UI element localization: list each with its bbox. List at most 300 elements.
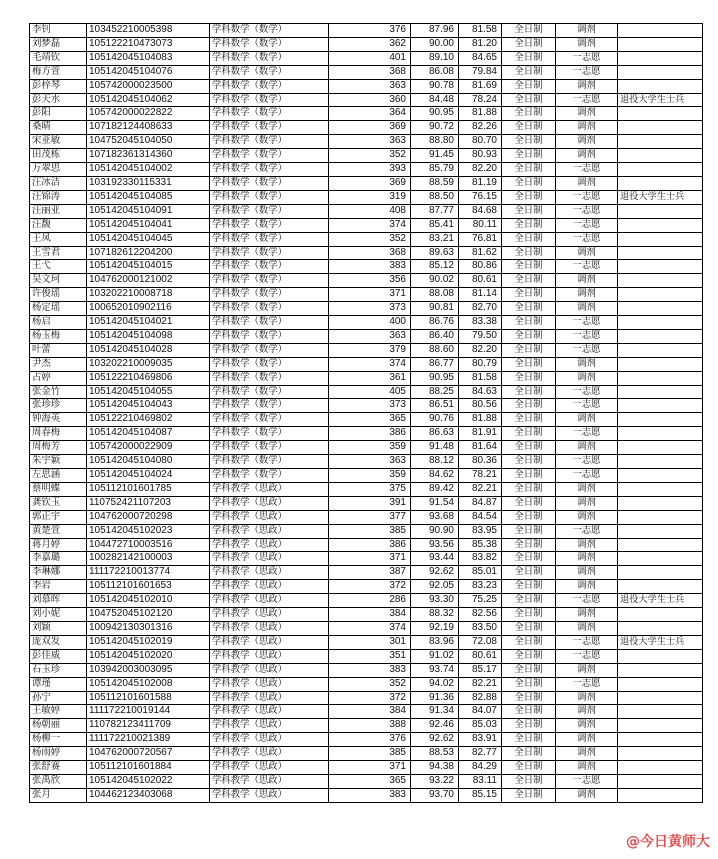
study-mode-cell: 全日制 xyxy=(502,329,556,343)
note-cell xyxy=(618,413,703,427)
retest-score-cell: 91.34 xyxy=(411,705,459,719)
student-name-cell: 杨定瑶 xyxy=(30,302,87,316)
admission-type-cell: 调剂 xyxy=(556,733,618,747)
study-mode-cell: 全日制 xyxy=(502,649,556,663)
student-name-cell: 汪丽亚 xyxy=(30,204,87,218)
major-cell: 学科数学（数学） xyxy=(210,316,329,330)
study-mode-cell: 全日制 xyxy=(502,93,556,107)
table-row xyxy=(30,427,703,441)
exam-id-cell: 105742000023500 xyxy=(87,79,210,93)
exam-id-cell: 111172210013774 xyxy=(87,566,210,580)
table-row xyxy=(30,677,703,691)
initial-score-cell: 365 xyxy=(329,774,411,788)
major-cell: 学科数学（数学） xyxy=(210,37,329,51)
initial-score-cell: 405 xyxy=(329,385,411,399)
major-cell: 学科教学（思政） xyxy=(210,719,329,733)
admission-type-cell: 一志愿 xyxy=(556,51,618,65)
total-score-cell: 78.21 xyxy=(459,469,502,483)
note-cell: 退役大学生士兵 xyxy=(618,190,703,204)
student-name-cell: 吴文珂 xyxy=(30,274,87,288)
note-cell xyxy=(618,427,703,441)
study-mode-cell: 全日制 xyxy=(502,232,556,246)
exam-id-cell: 104462123403068 xyxy=(87,788,210,802)
table-row xyxy=(30,51,703,65)
retest-score-cell: 93.44 xyxy=(411,552,459,566)
retest-score-cell: 92.62 xyxy=(411,566,459,580)
major-cell: 学科数学（数学） xyxy=(210,385,329,399)
retest-score-cell: 86.63 xyxy=(411,427,459,441)
total-score-cell: 72.08 xyxy=(459,635,502,649)
retest-score-cell: 86.76 xyxy=(411,316,459,330)
study-mode-cell: 全日制 xyxy=(502,580,556,594)
table-row xyxy=(30,232,703,246)
exam-id-cell: 105112101601588 xyxy=(87,691,210,705)
note-cell xyxy=(618,566,703,580)
exam-id-cell: 105122210469802 xyxy=(87,413,210,427)
major-cell: 学科数学（数学） xyxy=(210,441,329,455)
total-score-cell: 79.50 xyxy=(459,329,502,343)
admission-type-cell: 调剂 xyxy=(556,107,618,121)
initial-score-cell: 356 xyxy=(329,274,411,288)
table-row xyxy=(30,621,703,635)
retest-score-cell: 93.22 xyxy=(411,774,459,788)
retest-score-cell: 94.38 xyxy=(411,761,459,775)
total-score-cell: 82.21 xyxy=(459,677,502,691)
note-cell xyxy=(618,761,703,775)
table-row xyxy=(30,302,703,316)
note-cell xyxy=(618,469,703,483)
retest-score-cell: 90.72 xyxy=(411,121,459,135)
study-mode-cell: 全日制 xyxy=(502,149,556,163)
exam-id-cell: 104762000720567 xyxy=(87,747,210,761)
note-cell xyxy=(618,274,703,288)
admission-type-cell: 一志愿 xyxy=(556,93,618,107)
retest-score-cell: 90.78 xyxy=(411,79,459,93)
initial-score-cell: 362 xyxy=(329,37,411,51)
note-cell xyxy=(618,121,703,135)
total-score-cell: 83.82 xyxy=(459,552,502,566)
retest-score-cell: 90.95 xyxy=(411,371,459,385)
note-cell xyxy=(618,774,703,788)
major-cell: 学科数学（数学） xyxy=(210,260,329,274)
note-cell xyxy=(618,441,703,455)
retest-score-cell: 88.12 xyxy=(411,455,459,469)
table-row xyxy=(30,163,703,177)
exam-id-cell: 105142045104085 xyxy=(87,190,210,204)
study-mode-cell: 全日制 xyxy=(502,538,556,552)
student-name-cell: 田茂栋 xyxy=(30,149,87,163)
table-row xyxy=(30,441,703,455)
note-cell xyxy=(618,399,703,413)
initial-score-cell: 363 xyxy=(329,455,411,469)
major-cell: 学科教学（思政） xyxy=(210,482,329,496)
exam-id-cell: 105112101601653 xyxy=(87,580,210,594)
initial-score-cell: 377 xyxy=(329,510,411,524)
study-mode-cell: 全日制 xyxy=(502,594,556,608)
student-name-cell: 钟海英 xyxy=(30,413,87,427)
exam-id-cell: 105142045102008 xyxy=(87,677,210,691)
retest-score-cell: 93.68 xyxy=(411,510,459,524)
total-score-cell: 82.21 xyxy=(459,482,502,496)
note-cell xyxy=(618,79,703,93)
note-cell xyxy=(618,552,703,566)
exam-id-cell: 104762000720298 xyxy=(87,510,210,524)
student-name-cell: 左思涵 xyxy=(30,469,87,483)
note-cell xyxy=(618,357,703,371)
major-cell: 学科数学（数学） xyxy=(210,93,329,107)
student-name-cell: 桑晴 xyxy=(30,121,87,135)
note-cell xyxy=(618,621,703,635)
student-name-cell: 汪锦涛 xyxy=(30,190,87,204)
admission-type-cell: 调剂 xyxy=(556,176,618,190)
major-cell: 学科数学（数学） xyxy=(210,274,329,288)
total-score-cell: 84.63 xyxy=(459,385,502,399)
total-score-cell: 82.56 xyxy=(459,608,502,622)
exam-id-cell: 104752045104050 xyxy=(87,135,210,149)
retest-score-cell: 93.74 xyxy=(411,663,459,677)
initial-score-cell: 363 xyxy=(329,329,411,343)
total-score-cell: 80.36 xyxy=(459,455,502,469)
initial-score-cell: 360 xyxy=(329,93,411,107)
table-row xyxy=(30,260,703,274)
initial-score-cell: 379 xyxy=(329,343,411,357)
total-score-cell: 81.20 xyxy=(459,37,502,51)
note-cell xyxy=(618,719,703,733)
student-name-cell: 刘梦磊 xyxy=(30,37,87,51)
table-row xyxy=(30,65,703,79)
table-row xyxy=(30,37,703,51)
student-name-cell: 谭瑾 xyxy=(30,677,87,691)
note-cell xyxy=(618,24,703,38)
table-row xyxy=(30,594,703,608)
study-mode-cell: 全日制 xyxy=(502,302,556,316)
student-name-cell: 龚钦玉 xyxy=(30,496,87,510)
watermark: @今日黄师大 xyxy=(626,834,710,850)
major-cell: 学科教学（思政） xyxy=(210,608,329,622)
admission-type-cell: 一志愿 xyxy=(556,329,618,343)
study-mode-cell: 全日制 xyxy=(502,427,556,441)
admission-type-cell: 一志愿 xyxy=(556,427,618,441)
initial-score-cell: 363 xyxy=(329,135,411,149)
table-row xyxy=(30,329,703,343)
major-cell: 学科教学（思政） xyxy=(210,788,329,802)
exam-id-cell: 103452210005398 xyxy=(87,24,210,38)
study-mode-cell: 全日制 xyxy=(502,204,556,218)
note-cell xyxy=(618,455,703,469)
major-cell: 学科数学（数学） xyxy=(210,329,329,343)
retest-score-cell: 84.62 xyxy=(411,469,459,483)
table-row xyxy=(30,580,703,594)
admission-type-cell: 调剂 xyxy=(556,482,618,496)
note-cell xyxy=(618,176,703,190)
exam-id-cell: 105142045104043 xyxy=(87,399,210,413)
major-cell: 学科数学（数学） xyxy=(210,51,329,65)
table-row xyxy=(30,733,703,747)
admission-type-cell: 调剂 xyxy=(556,788,618,802)
initial-score-cell: 385 xyxy=(329,747,411,761)
major-cell: 学科教学（思政） xyxy=(210,496,329,510)
retest-score-cell: 91.36 xyxy=(411,691,459,705)
admission-type-cell: 调剂 xyxy=(556,608,618,622)
initial-score-cell: 369 xyxy=(329,121,411,135)
exam-id-cell: 100282142100003 xyxy=(87,552,210,566)
initial-score-cell: 364 xyxy=(329,107,411,121)
admission-type-cell: 调剂 xyxy=(556,246,618,260)
retest-score-cell: 90.81 xyxy=(411,302,459,316)
total-score-cell: 81.19 xyxy=(459,176,502,190)
table-row xyxy=(30,538,703,552)
admission-type-cell: 调剂 xyxy=(556,761,618,775)
exam-id-cell: 105142045104087 xyxy=(87,427,210,441)
admission-type-cell: 调剂 xyxy=(556,357,618,371)
admission-type-cell: 调剂 xyxy=(556,621,618,635)
exam-id-cell: 105112101601884 xyxy=(87,761,210,775)
table-row xyxy=(30,469,703,483)
retest-score-cell: 89.42 xyxy=(411,482,459,496)
major-cell: 学科教学（思政） xyxy=(210,552,329,566)
note-cell xyxy=(618,288,703,302)
note-cell: 退役大学生士兵 xyxy=(618,594,703,608)
exam-id-cell: 111172210021389 xyxy=(87,733,210,747)
exam-id-cell: 100652010902116 xyxy=(87,302,210,316)
table-row xyxy=(30,149,703,163)
total-score-cell: 84.87 xyxy=(459,496,502,510)
note-cell xyxy=(618,65,703,79)
total-score-cell: 84.68 xyxy=(459,204,502,218)
study-mode-cell: 全日制 xyxy=(502,385,556,399)
total-score-cell: 80.61 xyxy=(459,649,502,663)
retest-score-cell: 86.08 xyxy=(411,65,459,79)
study-mode-cell: 全日制 xyxy=(502,246,556,260)
student-name-cell: 毛靖钦 xyxy=(30,51,87,65)
admission-type-cell: 一志愿 xyxy=(556,649,618,663)
study-mode-cell: 全日制 xyxy=(502,79,556,93)
study-mode-cell: 全日制 xyxy=(502,135,556,149)
initial-score-cell: 372 xyxy=(329,580,411,594)
exam-id-cell: 105142045104080 xyxy=(87,455,210,469)
student-name-cell: 石玉珍 xyxy=(30,663,87,677)
total-score-cell: 79.84 xyxy=(459,65,502,79)
student-name-cell: 张舒赛 xyxy=(30,761,87,775)
admission-type-cell: 调剂 xyxy=(556,371,618,385)
table-row xyxy=(30,343,703,357)
exam-id-cell: 105142045104076 xyxy=(87,65,210,79)
note-cell xyxy=(618,385,703,399)
student-name-cell: 蔡明蝶 xyxy=(30,482,87,496)
retest-score-cell: 93.70 xyxy=(411,788,459,802)
initial-score-cell: 369 xyxy=(329,176,411,190)
table-row xyxy=(30,288,703,302)
initial-score-cell: 286 xyxy=(329,594,411,608)
total-score-cell: 84.65 xyxy=(459,51,502,65)
student-name-cell: 黄楚萱 xyxy=(30,524,87,538)
major-cell: 学科数学（数学） xyxy=(210,232,329,246)
note-cell xyxy=(618,232,703,246)
major-cell: 学科数学（数学） xyxy=(210,135,329,149)
table-row xyxy=(30,218,703,232)
retest-score-cell: 91.45 xyxy=(411,149,459,163)
exam-id-cell: 105142045104098 xyxy=(87,329,210,343)
study-mode-cell: 全日制 xyxy=(502,552,556,566)
table-row xyxy=(30,121,703,135)
major-cell: 学科教学（思政） xyxy=(210,538,329,552)
table-row xyxy=(30,357,703,371)
total-score-cell: 81.88 xyxy=(459,107,502,121)
initial-score-cell: 400 xyxy=(329,316,411,330)
study-mode-cell: 全日制 xyxy=(502,788,556,802)
study-mode-cell: 全日制 xyxy=(502,510,556,524)
student-name-cell: 杨朝丽 xyxy=(30,719,87,733)
admission-type-cell: 调剂 xyxy=(556,413,618,427)
note-cell xyxy=(618,747,703,761)
admission-type-cell: 调剂 xyxy=(556,496,618,510)
admission-type-cell: 一志愿 xyxy=(556,399,618,413)
retest-score-cell: 85.12 xyxy=(411,260,459,274)
admission-type-cell: 调剂 xyxy=(556,135,618,149)
retest-score-cell: 85.41 xyxy=(411,218,459,232)
retest-score-cell: 87.77 xyxy=(411,204,459,218)
table-row xyxy=(30,705,703,719)
major-cell: 学科教学（思政） xyxy=(210,663,329,677)
major-cell: 学科数学（数学） xyxy=(210,399,329,413)
initial-score-cell: 384 xyxy=(329,608,411,622)
retest-score-cell: 89.10 xyxy=(411,51,459,65)
table-row xyxy=(30,455,703,469)
student-name-cell: 郭正宇 xyxy=(30,510,87,524)
study-mode-cell: 全日制 xyxy=(502,51,556,65)
retest-score-cell: 83.21 xyxy=(411,232,459,246)
major-cell: 学科教学（思政） xyxy=(210,705,329,719)
admission-type-cell: 一志愿 xyxy=(556,385,618,399)
total-score-cell: 85.38 xyxy=(459,538,502,552)
exam-id-cell: 105142045104091 xyxy=(87,204,210,218)
exam-id-cell: 105142045102022 xyxy=(87,774,210,788)
exam-id-cell: 103942003003095 xyxy=(87,663,210,677)
retest-score-cell: 91.02 xyxy=(411,649,459,663)
table-row xyxy=(30,24,703,38)
study-mode-cell: 全日制 xyxy=(502,608,556,622)
initial-score-cell: 388 xyxy=(329,719,411,733)
study-mode-cell: 全日制 xyxy=(502,635,556,649)
major-cell: 学科数学（数学） xyxy=(210,218,329,232)
note-cell xyxy=(618,316,703,330)
note-cell xyxy=(618,37,703,51)
initial-score-cell: 352 xyxy=(329,149,411,163)
major-cell: 学科数学（数学） xyxy=(210,190,329,204)
note-cell xyxy=(618,260,703,274)
major-cell: 学科数学（数学） xyxy=(210,176,329,190)
initial-score-cell: 352 xyxy=(329,232,411,246)
note-cell xyxy=(618,788,703,802)
initial-score-cell: 371 xyxy=(329,288,411,302)
total-score-cell: 80.93 xyxy=(459,149,502,163)
exam-id-cell: 105742000022909 xyxy=(87,441,210,455)
table-row xyxy=(30,385,703,399)
exam-id-cell: 105142045104083 xyxy=(87,51,210,65)
table-row xyxy=(30,566,703,580)
table-row xyxy=(30,413,703,427)
student-name-cell: 彭天水 xyxy=(30,93,87,107)
study-mode-cell: 全日制 xyxy=(502,24,556,38)
table-body xyxy=(30,24,703,803)
exam-id-cell: 110752421107203 xyxy=(87,496,210,510)
major-cell: 学科数学（数学） xyxy=(210,204,329,218)
admission-type-cell: 一志愿 xyxy=(556,218,618,232)
exam-id-cell: 105142045104045 xyxy=(87,232,210,246)
admission-type-cell: 调剂 xyxy=(556,302,618,316)
retest-score-cell: 92.19 xyxy=(411,621,459,635)
initial-score-cell: 408 xyxy=(329,204,411,218)
student-name-cell: 尹杰 xyxy=(30,357,87,371)
note-cell xyxy=(618,691,703,705)
exam-id-cell: 107182361314360 xyxy=(87,149,210,163)
admission-type-cell: 一志愿 xyxy=(556,163,618,177)
retest-score-cell: 88.32 xyxy=(411,608,459,622)
major-cell: 学科数学（数学） xyxy=(210,455,329,469)
student-name-cell: 汪冰洁 xyxy=(30,176,87,190)
admission-type-cell: 调剂 xyxy=(556,37,618,51)
student-name-cell: 庞双发 xyxy=(30,635,87,649)
note-cell xyxy=(618,343,703,357)
major-cell: 学科数学（数学） xyxy=(210,107,329,121)
admission-type-cell: 调剂 xyxy=(556,747,618,761)
major-cell: 学科教学（思政） xyxy=(210,747,329,761)
student-name-cell: 李岩 xyxy=(30,580,87,594)
total-score-cell: 82.77 xyxy=(459,747,502,761)
student-name-cell: 张月 xyxy=(30,788,87,802)
major-cell: 学科数学（数学） xyxy=(210,24,329,38)
study-mode-cell: 全日制 xyxy=(502,176,556,190)
admission-type-cell: 调剂 xyxy=(556,705,618,719)
table-row xyxy=(30,316,703,330)
retest-score-cell: 88.50 xyxy=(411,190,459,204)
total-score-cell: 83.11 xyxy=(459,774,502,788)
retest-score-cell: 91.54 xyxy=(411,496,459,510)
retest-score-cell: 88.25 xyxy=(411,385,459,399)
total-score-cell: 85.17 xyxy=(459,663,502,677)
initial-score-cell: 374 xyxy=(329,357,411,371)
study-mode-cell: 全日制 xyxy=(502,121,556,135)
initial-score-cell: 384 xyxy=(329,705,411,719)
major-cell: 学科教学（思政） xyxy=(210,524,329,538)
study-mode-cell: 全日制 xyxy=(502,691,556,705)
initial-score-cell: 387 xyxy=(329,566,411,580)
exam-id-cell: 105122210473073 xyxy=(87,37,210,51)
study-mode-cell: 全日制 xyxy=(502,316,556,330)
student-name-cell: 李钊 xyxy=(30,24,87,38)
total-score-cell: 80.86 xyxy=(459,260,502,274)
note-cell xyxy=(618,580,703,594)
major-cell: 学科教学（思政） xyxy=(210,677,329,691)
retest-score-cell: 88.60 xyxy=(411,343,459,357)
total-score-cell: 83.23 xyxy=(459,580,502,594)
major-cell: 学科数学（数学） xyxy=(210,302,329,316)
admission-type-cell: 一志愿 xyxy=(556,204,618,218)
admission-type-cell: 一志愿 xyxy=(556,677,618,691)
exam-id-cell: 105142045104021 xyxy=(87,316,210,330)
major-cell: 学科教学（思政） xyxy=(210,635,329,649)
study-mode-cell: 全日制 xyxy=(502,774,556,788)
table-row xyxy=(30,552,703,566)
total-score-cell: 80.79 xyxy=(459,357,502,371)
initial-score-cell: 368 xyxy=(329,65,411,79)
exam-id-cell: 103192330115331 xyxy=(87,176,210,190)
student-name-cell: 彭佳威 xyxy=(30,649,87,663)
table-row xyxy=(30,496,703,510)
retest-score-cell: 93.56 xyxy=(411,538,459,552)
admission-type-cell: 一志愿 xyxy=(556,455,618,469)
initial-score-cell: 351 xyxy=(329,649,411,663)
